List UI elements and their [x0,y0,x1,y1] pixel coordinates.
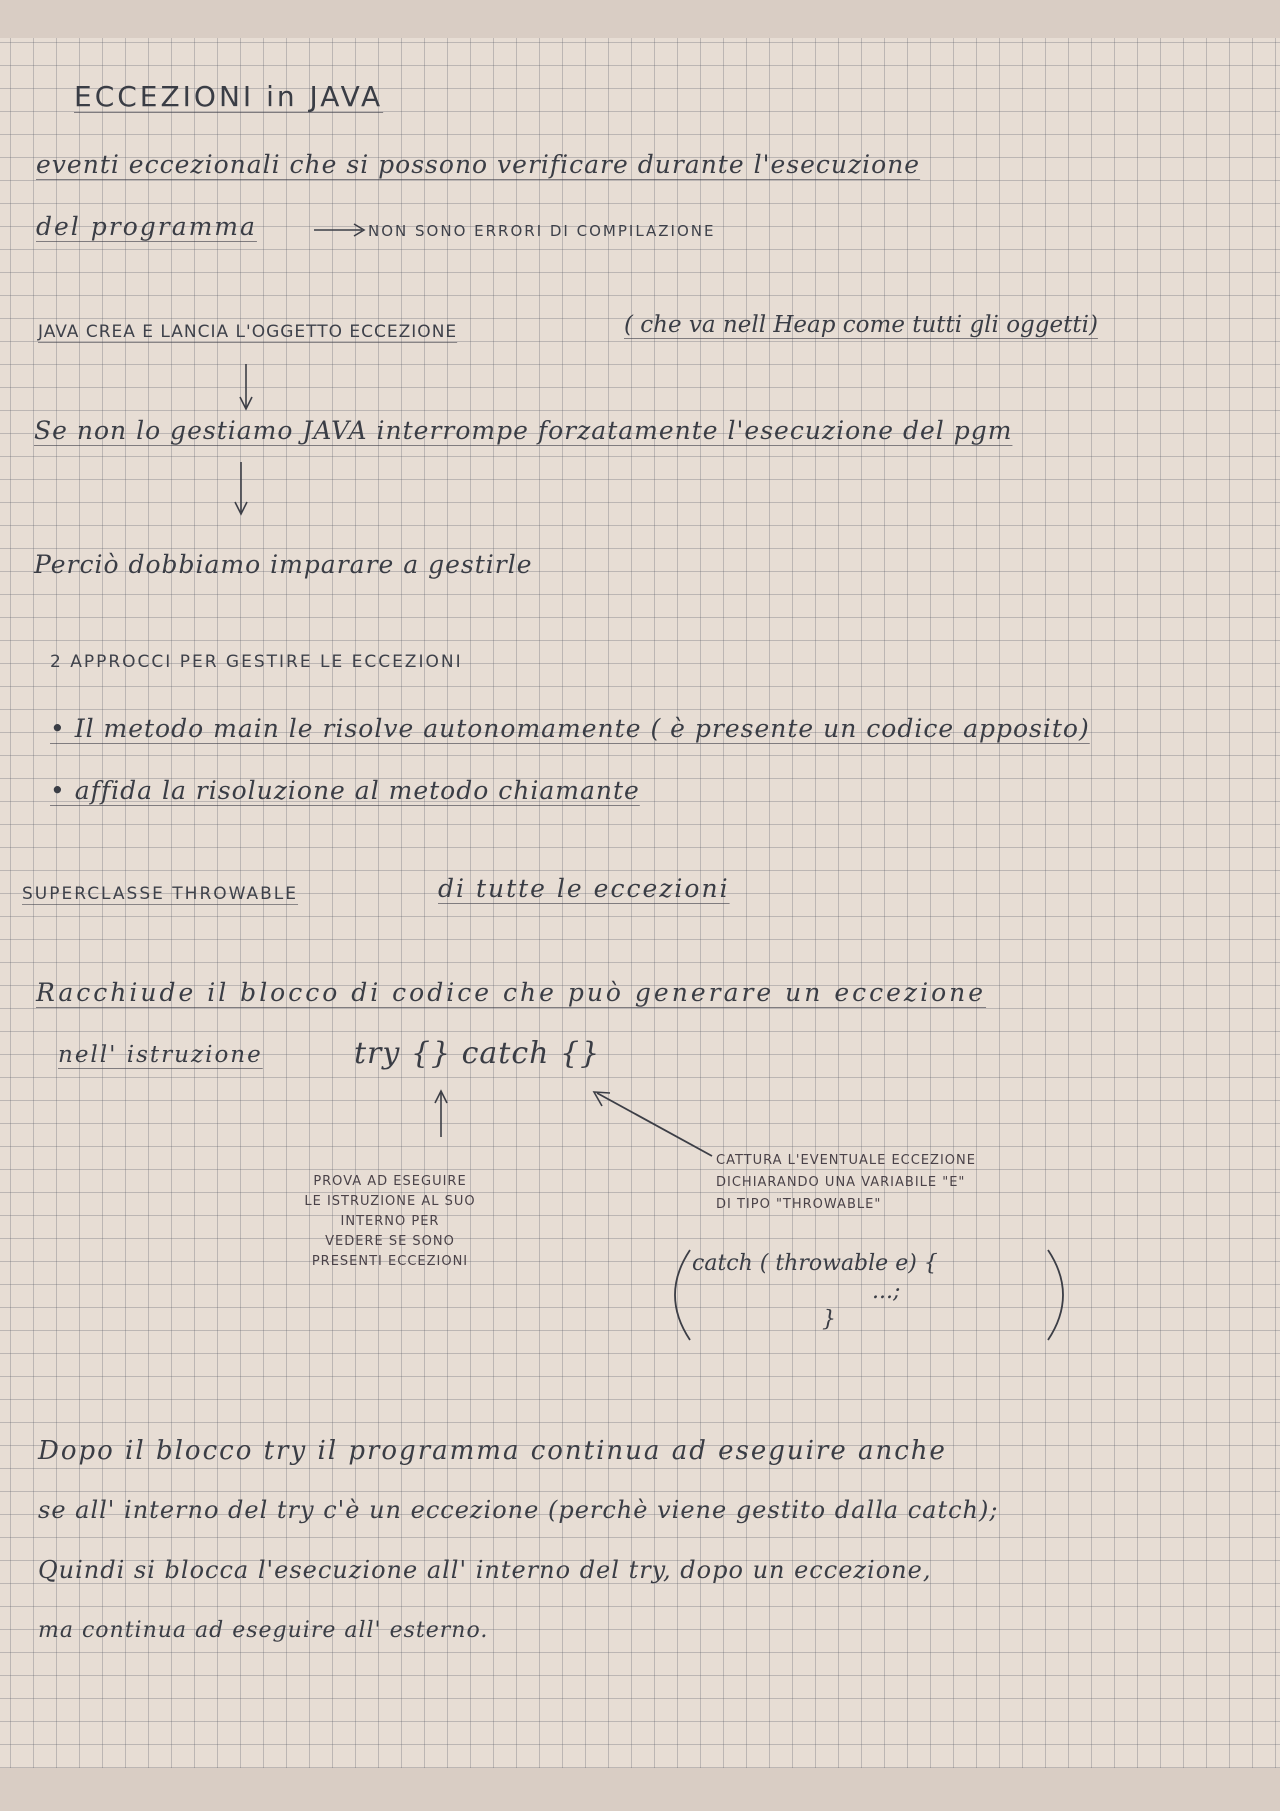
after-try-line-4: ma continua ad eseguire all' esterno. [38,1618,489,1643]
catch-note-line: DICHIARANDO UNA VARIABILE "E" [716,1175,966,1190]
approach-2: • affida la risoluzione al metodo chiamante [50,776,640,805]
approaches-title: 2 APPROCCI PER GESTIRE LE ECCEZIONI [50,652,463,672]
catch-note-line: DI TIPO "THROWABLE" [716,1197,882,1212]
intro-line-2-start: del programma [36,212,257,241]
after-try-line-3: Quindi si blocca l'esecuzione all' interno del try, dopo un eccezione, [38,1556,932,1584]
enclose-line-2: nell' istruzione [58,1042,263,1068]
enclose-line-1: Racchiude il blocco di codice che può generare un eccezione [36,978,987,1007]
catch-code-example [692,1250,1042,1334]
after-try-line-2: se all' interno del try c'è un eccezione (perchè viene gestito dalla catch); [38,1496,999,1524]
superclass-label: SUPERCLASSE THROWABLE [22,884,299,904]
intro-line-1: eventi eccezionali che si possono verificare durante l'esecuzione [36,150,921,179]
try-note-line: VEDERE SE SONO [325,1234,455,1249]
page-title: ECCEZIONI in JAVA [74,80,384,113]
catch-note [716,1150,976,1216]
try-note-line: INTERNO PER [340,1214,440,1229]
try-note-line: PROVA AD ESEGUIRE [313,1174,467,1189]
try-catch-statement: try {} catch {} [354,1036,601,1071]
catch-code-line: } [822,1307,836,1332]
try-note [250,1172,530,1272]
java-creates-note: ( che va nell Heap come tutti gli oggetti) [624,312,1098,338]
try-note-line: LE ISTRUZIONE AL SUO [304,1194,476,1209]
try-note-line: PRESENTI ECCEZIONI [311,1254,469,1269]
catch-note-line: CATTURA L'EVENTUALE ECCEZIONE [716,1153,976,1168]
superclass-desc: di tutte le eccezioni [438,874,730,903]
intro-line-2-end: NON SONO ERRORI DI COMPILAZIONE [368,222,716,240]
after-try-line-1: Dopo il blocco try il programma continua ad eseguire anche [38,1436,947,1466]
approach-1: • Il metodo main le risolve autonomamente ( è presente un codice apposito) [50,714,1090,743]
catch-code-line: catch ( throwable e) { [692,1251,938,1276]
java-creates-exception: JAVA CREA E LANCIA L'OGGETTO ECCEZIONE [38,322,458,342]
therefore-line: Perciò dobbiamo imparare a gestirle [34,550,533,579]
if-not-handled: Se non lo gestiamo JAVA interrompe forzatamente l'esecuzione del pgm [34,416,1013,445]
catch-code-line: ...; [872,1279,901,1304]
